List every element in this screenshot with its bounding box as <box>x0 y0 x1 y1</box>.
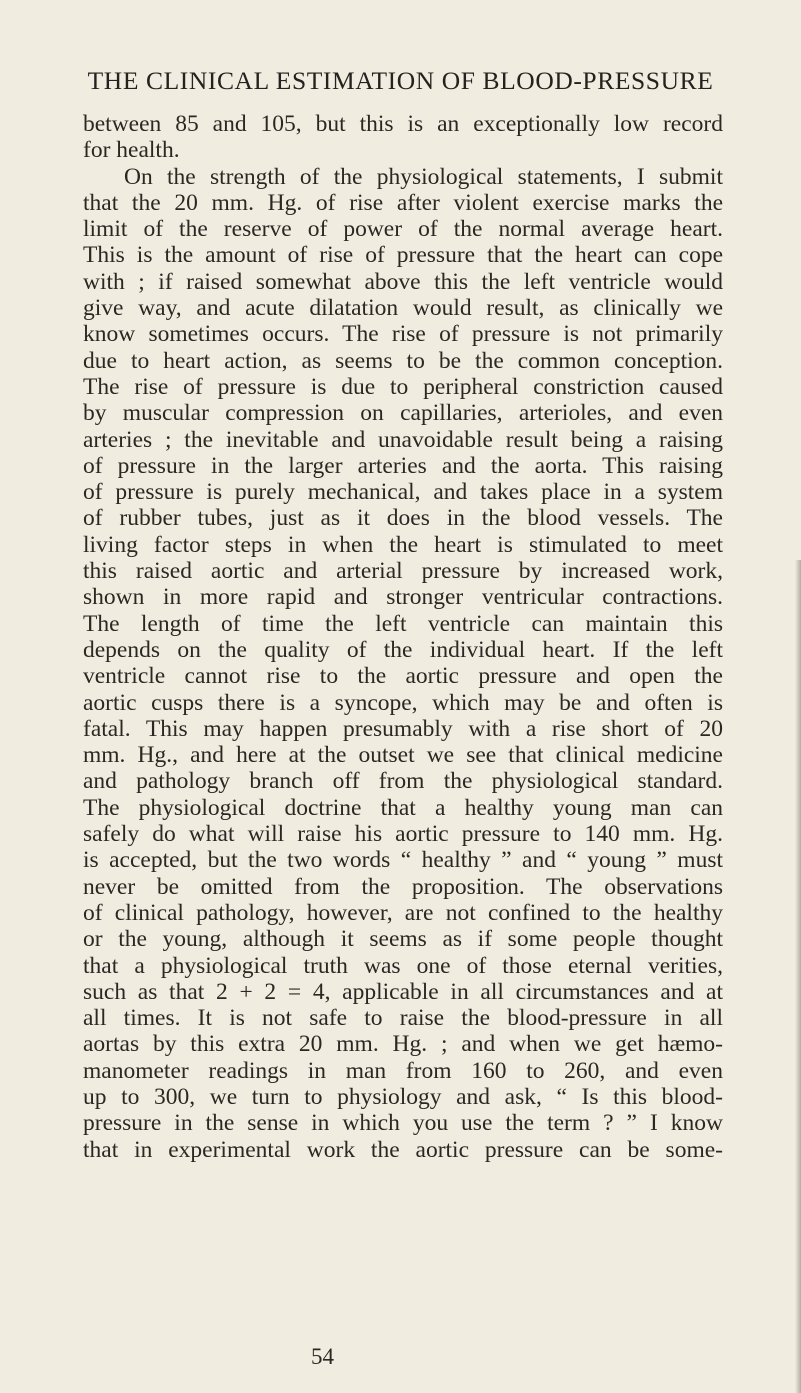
text-line: arteries ; the inevitable and unavoidable result being a raising <box>83 426 723 453</box>
text-line: pressure in the sense in which you use the term ? ” I know <box>83 1110 723 1137</box>
text-line: of pressure is purely mechanical, and takes place in a system <box>83 479 723 506</box>
text-line: living factor steps in when the heart is stimulated to meet <box>83 531 723 558</box>
text-line: that the 20 mm. Hg. of rise after violent exercise marks the <box>83 189 723 216</box>
text-line: or the young, although it seems as if some people thought <box>83 926 723 953</box>
text-line: aortic cusps there is a syncope, which may be and often is <box>83 689 723 716</box>
text-line: know sometimes occurs. The rise of pressure is not primarily <box>83 321 723 348</box>
body-text <box>83 111 723 1163</box>
page-edge-shadow <box>795 560 801 1393</box>
text-line: of clinical pathology, however, are not confined to the healthy <box>83 899 723 926</box>
text-line: this raised aortic and arterial pressure by increased work, <box>83 558 723 585</box>
text-line: that a physiological truth was one of those eternal verities, <box>83 952 723 979</box>
text-line: of rubber tubes, just as it does in the blood vessels. The <box>83 505 723 532</box>
text-line: that in experimental work the aortic pressure can be some- <box>83 1136 723 1163</box>
text-line: shown in more rapid and stronger ventricular contractions. <box>83 584 723 611</box>
text-line: mm. Hg., and here at the outset we see that clinical medicine <box>83 742 723 769</box>
text-line: On the strength of the physiological statements, I submit <box>124 163 723 190</box>
text-line: depends on the quality of the individual heart. If the left <box>83 636 723 663</box>
text-line: up to 300, we turn to physiology and ask, “ Is this blood- <box>83 1083 723 1110</box>
text-line: of pressure in the larger arteries and the aorta. This raising <box>83 452 723 479</box>
text-line: ventricle cannot rise to the aortic pressure and open the <box>83 663 723 690</box>
text-line: such as that 2 + 2 = 4, applicable in all circumstances and at <box>83 978 723 1005</box>
text-line: The physiological doctrine that a healthy young man can <box>83 794 723 821</box>
text-line: for health. <box>83 137 180 164</box>
text-line: is accepted, but the two words “ healthy ” and “ young ” must <box>83 847 723 874</box>
text-line: This is the amount of rise of pressure that the heart can cope <box>83 242 723 269</box>
text-line: never be omitted from the proposition. The observations <box>83 873 723 900</box>
text-line: limit of the reserve of power of the normal average heart. <box>83 216 723 243</box>
text-line: safely do what will raise his aortic pressure to 140 mm. Hg. <box>83 821 723 848</box>
text-line: aortas by this extra 20 mm. Hg. ; and when we get hæmo- <box>83 1031 723 1058</box>
text-line: manometer readings in man from 160 to 260, and even <box>83 1057 723 1084</box>
text-line: due to heart action, as seems to be the common conception. <box>83 347 723 374</box>
text-line: with ; if raised somewhat above this the left ventricle would <box>83 268 723 295</box>
text-line: and pathology branch off from the physiological standard. <box>83 768 723 795</box>
text-line: The length of time the left ventricle can maintain this <box>83 610 723 637</box>
page-number: 54 <box>311 1344 334 1369</box>
text-line: between 85 and 105, but this is an exceptionally low record <box>83 111 723 137</box>
running-head: THE CLINICAL ESTIMATION OF BLOOD-PRESSURE <box>87 66 714 95</box>
text-line: give way, and acute dilatation would result, as clinically we <box>83 295 723 322</box>
text-line: The rise of pressure is due to peripheral constriction caused <box>83 373 723 400</box>
text-line: fatal. This may happen presumably with a rise short of 20 <box>83 715 723 742</box>
text-line: all times. It is not safe to raise the blood-pressure in all <box>83 1005 723 1032</box>
text-line: by muscular compression on capillaries, arterioles, and even <box>83 400 723 427</box>
